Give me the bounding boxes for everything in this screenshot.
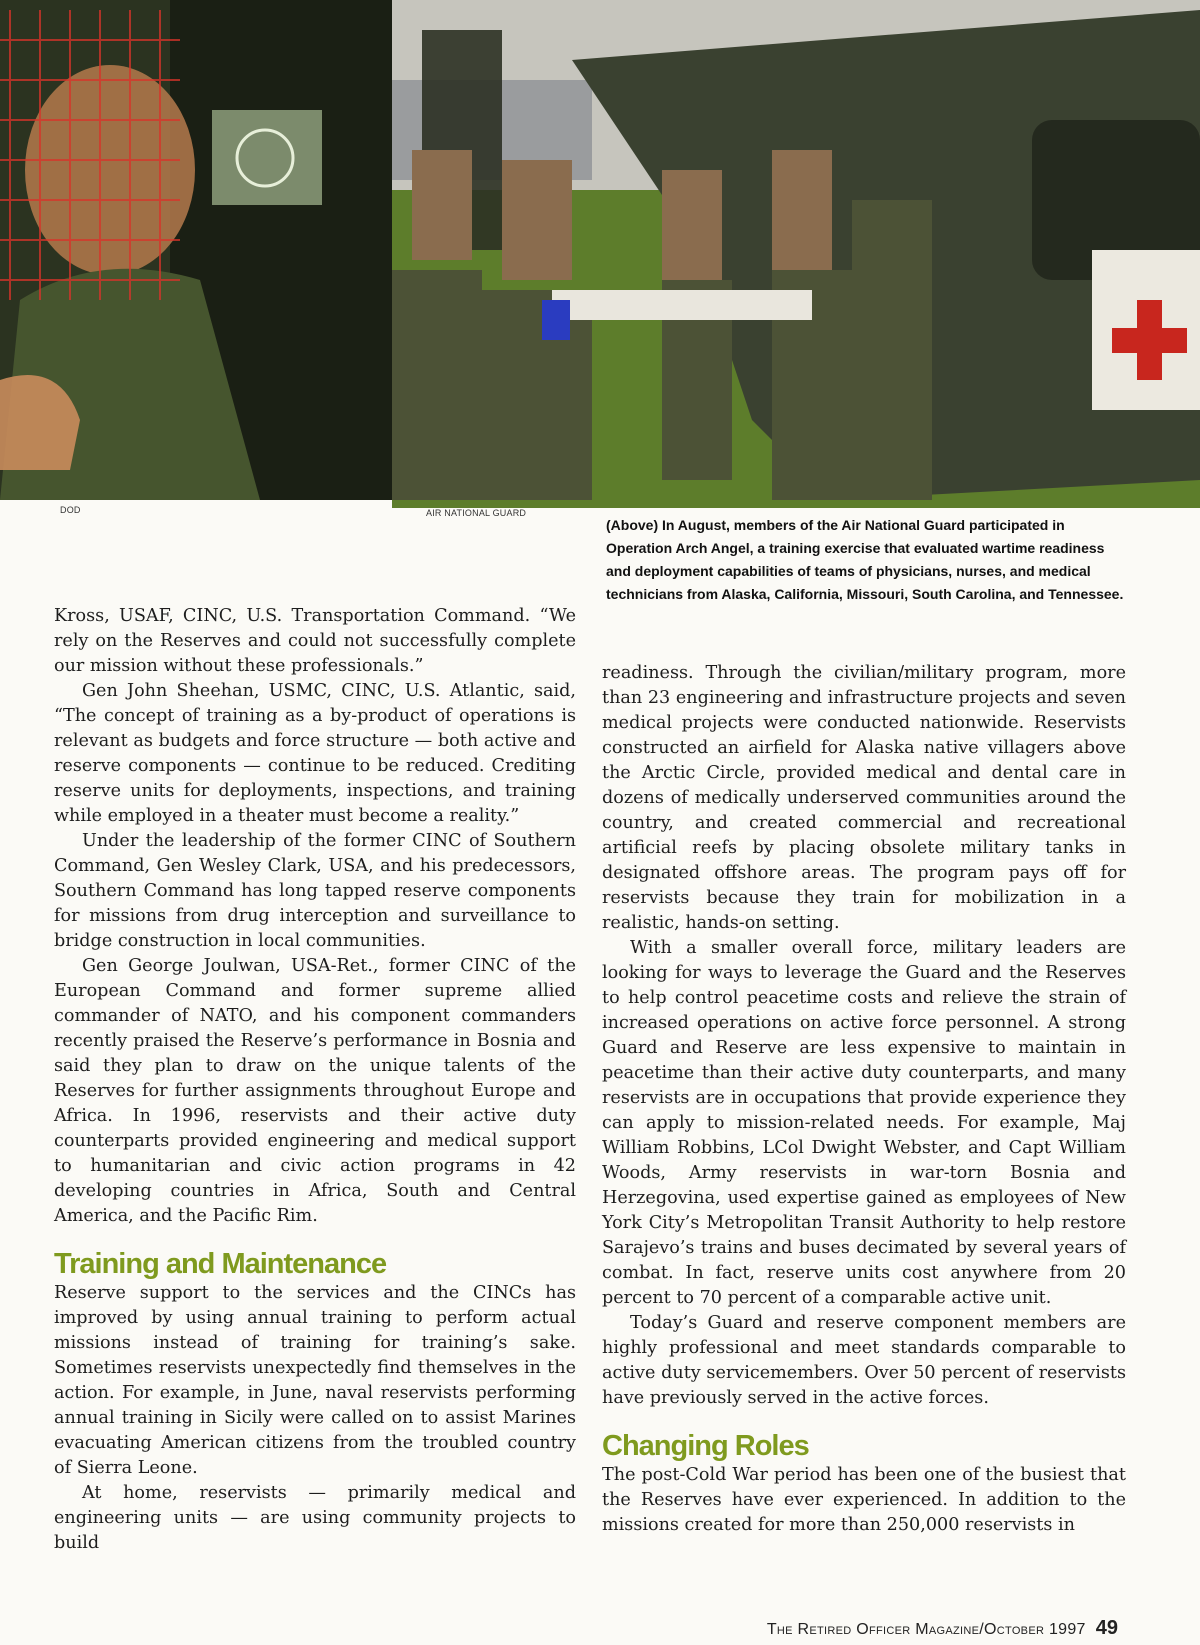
paragraph: Gen George Joulwan, USA-Ret., former CINC of the European Command and former supreme allied commander of NATO, and his component commanders recently praised the Reserve’s performance in Bosnia and said they plan to draw on the unique talents of the Reserves for further assignments throughout Europe and Africa. In 1996, reservists and their active duty counterparts provided engineering and medical support to humanitarian and civic action programs in 42 developing countries in Africa, South and Central America, and the Pacific Rim. (54, 956, 576, 1226)
paragraph: Reserve support to the services and the CINCs has improved by using annual training to perform actual missions instead of training for training’s sake. Sometimes reservists unexpectedly find themselves in the action. For example, in June, naval reservists performing annual training in Sicily were called on to assist Marines evacuating American citizens from the troubled country of Sierra Leone. (54, 1283, 576, 1478)
photo-credit-right: AIR NATIONAL GUARD (426, 508, 527, 518)
article-column-left (54, 604, 576, 1556)
paragraph: Gen John Sheehan, USMC, CINC, U.S. Atlantic, said, “The concept of training as a by-product of operations is relevant as budgets and force structure — both active and reserve components — continue to be reduced. Crediting reserve units for deployments, inspections, and training while employed in a theater must become a reality.” (54, 681, 576, 826)
photo-credit-left: DOD (60, 505, 81, 515)
magazine-name: The Retired Officer Magazine/October 1997 (766, 1621, 1086, 1638)
page-number: 49 (1095, 1617, 1118, 1639)
paragraph: Under the leadership of the former CINC of Southern Command, Gen Wesley Clark, USA, and his predecessors, Southern Command has long tapped reserve components for missions from drug interception and surveillance to bridge construction in local communities. (54, 831, 576, 951)
section-heading-training: Training and Maintenance (54, 1248, 387, 1280)
paragraph: At home, reservists — primarily medical and engineering units — are using community projects to build (54, 1483, 576, 1553)
paragraph: The post-Cold War period has been one of the busiest that the Reserves have ever experienced. In addition to the missions created for more than 250,000 reservists in (602, 1465, 1126, 1535)
photo-soldier-radar (0, 0, 392, 500)
section-heading-changing-roles: Changing Roles (602, 1430, 809, 1462)
paragraph: Kross, USAF, CINC, U.S. Transportation Command. “We rely on the Reserves and could not successfully complete our mission without these professionals.” (54, 606, 576, 676)
page-footer (767, 1617, 1118, 1640)
paragraph: readiness. Through the civilian/military program, more than 23 engineering and infrastructure projects and seven medical projects were conducted nationwide. Reservists constructed an airfield for Alaska native villagers above the Arctic Circle, provided medical and dental care in dozens of medically underserved communities around the country, and created commercial and recreational artificial reefs by placing obsolete military tanks in designated offshore areas. The program pays off for reservists because they train for mobilization in a realistic, hands-on setting. (602, 663, 1126, 933)
paragraph: Today’s Guard and reserve component members are highly professional and meet standards comparable to active duty servicemembers. Over 50 percent of reservists have previously served in the active forces. (602, 1313, 1126, 1408)
photo-helicopter-medevac (392, 0, 1200, 508)
paragraph: With a smaller overall force, military leaders are looking for ways to leverage the Guard and the Reserves to help control peacetime costs and relieve the strain of increased operations on active force personnel. A strong Guard and Reserve are less expensive to maintain in peacetime than their active duty counterparts, and many reservists are in occupations that provide experience they can apply to mission-related needs. For example, Maj William Robbins, LCol Dwight Webster, and Capt William Woods, Army reservists in war-torn Bosnia and Herzegovina, used expertise gained as employees of New York City’s Metropolitan Transit Authority to help restore Sarajevo’s trains and buses decimated by several years of combat. In fact, reserve units cost anywhere from 20 percent to 70 percent of a comparable active unit. (602, 938, 1126, 1308)
photo-caption: (Above) In August, members of the Air National Guard participated in Operation Arch Angel, a training exercise that evaluated wartime readiness and deployment capabilities of teams of physicians, nurses, and medical technicians from Alaska, California, Missouri, South Carolina, and Tennessee. (606, 517, 1124, 602)
article-column-right (602, 661, 1126, 1538)
